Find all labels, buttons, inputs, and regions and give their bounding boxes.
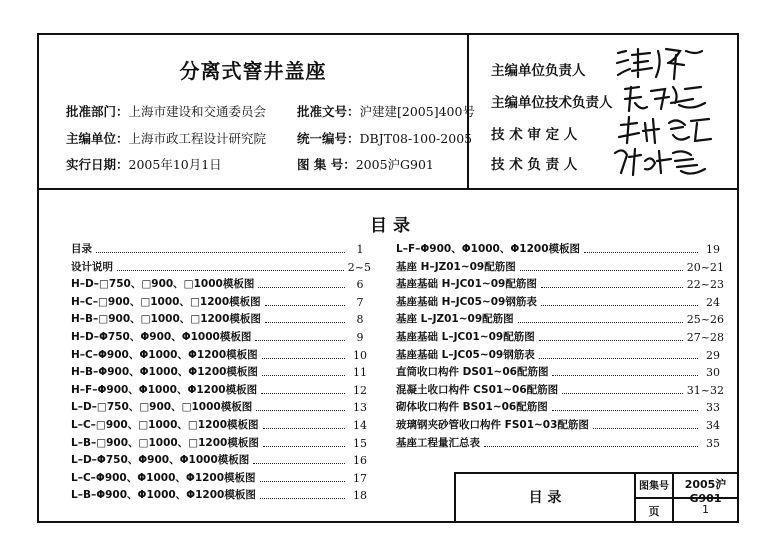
toc-entry-page: 6 [356, 278, 364, 292]
toc-entry-label: 基座基础 L–JC05~09钢筋表 [396, 348, 535, 361]
toc-entry-page: 27~28 [686, 331, 724, 344]
toc-entry [71, 380, 371, 397]
toc-entry [71, 415, 371, 432]
implementation-date [66, 155, 222, 173]
toc-entry [396, 327, 724, 344]
resp-chief-unit-head: 主编单位负责人 [491, 63, 586, 79]
toc-entry-page: 22~23 [686, 278, 724, 292]
toc-entry-label: 基座基础 L–JC01~09配筋图 [396, 331, 535, 343]
toc-entry [71, 468, 371, 485]
approval-doc-value: 沪建建[2005]400号 [359, 104, 475, 119]
title-block-page-label: 页 [648, 505, 660, 518]
toc-entry-label: 基座基础 H–JC01~09配筋图 [396, 278, 537, 291]
handwritten-signature-icon [617, 113, 717, 147]
toc-entry-label: 基座 L–JZ01~09配筋图 [396, 313, 514, 326]
toc-leader-dots [541, 305, 698, 306]
toc-entry-page: 30 [706, 366, 720, 380]
approval-doc [297, 102, 475, 120]
toc-entry-label: L–B–□900、□1000、□1200模板图 [71, 436, 259, 449]
approval-doc-label: 批准文号： [297, 104, 360, 119]
toc-leader-dots [539, 340, 683, 341]
date-label: 实行日期： [66, 157, 129, 172]
toc-leader-dots [255, 340, 345, 341]
resp-tech-lead: 技 术 负 责 人 [491, 157, 578, 173]
atlas-no-value: 2005沪G901 [355, 157, 434, 172]
toc-entry-page: 9 [356, 331, 364, 344]
toc-entry-page: 10 [353, 348, 367, 362]
toc-entry-label: 混凝土收口构件 CS01~06配筋图 [396, 383, 559, 396]
toc-leader-dots [258, 287, 345, 288]
toc-entry-page: 12 [353, 383, 367, 397]
toc-entry-page: 2~5 [347, 260, 371, 274]
handwritten-signature-icon [621, 81, 711, 115]
toc-entry-label: H–B–Φ900、Φ1000、Φ1200模板图 [71, 366, 258, 379]
atlas-no-label: 图 集 号： [297, 157, 356, 172]
toc-entry [71, 433, 371, 450]
toc-entry-page: 15 [353, 436, 367, 450]
toc-leader-dots [262, 375, 345, 376]
toc-entry [71, 274, 371, 291]
toc-leader-dots [520, 270, 683, 271]
toc-entry [71, 327, 371, 344]
editor-unit-value: 上海市政工程设计研究院 [128, 131, 267, 146]
toc-entry-label: 直筒收口构件 DS01~06配筋图 [396, 366, 549, 379]
title-block-atlas-value: 2005沪G901 [684, 478, 727, 505]
toc-leader-dots [539, 358, 698, 359]
toc-entry-page: 34 [706, 419, 720, 432]
toc-leader-dots [256, 410, 345, 411]
toc-leader-dots [263, 428, 345, 429]
toc-entry-label: 玻璃钢夹砂管收口构件 FS01~03配筋图 [396, 419, 589, 431]
editor-unit [66, 129, 266, 147]
toc-leader-dots [96, 252, 345, 253]
toc-leader-dots [584, 252, 698, 253]
title-block-page-value: 1 [702, 503, 709, 516]
toc-leader-dots [541, 287, 683, 288]
toc-entry-label: H–D–□750、□900、□1000模板图 [71, 278, 255, 291]
title-block-name: 目 录 [528, 490, 562, 506]
toc-entry [71, 485, 371, 502]
toc-leader-dots [552, 375, 698, 376]
toc-entry [396, 380, 724, 397]
toc-entry-page: 18 [353, 489, 367, 503]
toc-leader-dots [117, 270, 344, 271]
toc-leader-dots [593, 428, 698, 429]
handwritten-signature-icon [611, 143, 711, 179]
page-title: 分离式窨井盖座 [179, 59, 327, 83]
toc-entry-page: 24 [706, 295, 720, 309]
toc-entry-page: 1 [356, 243, 364, 256]
toc-entry [396, 292, 724, 309]
toc-entry-page: 13 [353, 401, 367, 415]
approval-dept-value: 上海市建设和交通委员会 [128, 104, 267, 119]
toc-entry [396, 345, 724, 362]
toc-entry-label: H–C–Φ900、Φ1000、Φ1200模板图 [71, 348, 258, 361]
toc-entry-page: 17 [353, 471, 367, 485]
toc-entry [71, 362, 371, 379]
toc-leader-dots [262, 358, 345, 359]
atlas-no [297, 155, 434, 173]
toc-leader-dots [261, 393, 345, 394]
toc-entry-page: 16 [353, 454, 367, 468]
toc-leader-dots [552, 410, 698, 411]
toc-leader-dots [484, 446, 698, 447]
toc-entry-label: 基座基础 H–JC05~09钢筋表 [396, 295, 537, 308]
approval-dept [66, 102, 266, 120]
toc-entry-page: 31~32 [686, 383, 724, 397]
toc-leader-dots [265, 305, 345, 306]
toc-entry-page: 35 [706, 436, 720, 450]
toc-entry [396, 397, 724, 414]
unified-no-label: 统一编号： [297, 131, 360, 146]
toc-leader-dots [562, 393, 683, 394]
toc-entry-label: 基座 H–JZ01~09配筋图 [396, 260, 516, 273]
toc-entry [396, 257, 724, 274]
toc-entry [396, 362, 724, 379]
toc-leader-dots [265, 322, 345, 323]
resp-chief-unit-tech-head: 主编单位技术负责人 [491, 95, 613, 111]
title-block-atlas-label: 图集号 [639, 481, 669, 492]
header-divider-horizontal [39, 188, 737, 190]
toc-entry-label: L–B–Φ900、Φ1000、Φ1200模板图 [71, 489, 256, 502]
toc-leader-dots [253, 463, 345, 464]
toc-title: 目 录 [370, 216, 410, 236]
date-value: 2005年10月1日 [128, 157, 222, 172]
toc-entry [71, 397, 371, 414]
unified-no-value: DBJT08-100-2005 [359, 131, 473, 146]
toc-entry-page: 25~26 [686, 313, 724, 327]
toc-entry-page: 19 [706, 243, 720, 256]
handwritten-signature-icon [614, 43, 709, 81]
toc-entry-page: 7 [356, 295, 364, 309]
toc-entry-label: 砌体收口构件 BS01~06配筋图 [396, 401, 548, 414]
drawing-sheet [37, 33, 739, 523]
toc-leader-dots [518, 322, 683, 323]
toc-entry-label: L–C–Φ900、Φ1000、Φ1200模板图 [71, 471, 256, 484]
unified-no [297, 129, 472, 147]
toc-entry [396, 239, 724, 256]
toc-entry [71, 239, 371, 256]
toc-entry-label: H–F–Φ900、Φ1000、Φ1200模板图 [71, 383, 258, 396]
toc-entry-page: 20~21 [686, 260, 724, 274]
toc-entry [71, 450, 371, 467]
toc-entry-label: 设计说明 [71, 260, 113, 273]
title-block-top-border [454, 472, 737, 474]
toc-entry-label: L–D–□750、□900、□1000模板图 [71, 401, 253, 414]
toc-entry-label: 目录 [71, 243, 92, 255]
toc-entry [396, 433, 724, 450]
toc-entry [71, 309, 371, 326]
editor-unit-label: 主编单位： [66, 131, 129, 146]
toc-entry [396, 274, 724, 291]
toc-entry-page: 33 [706, 401, 720, 415]
toc-leader-dots [263, 446, 345, 447]
toc-entry [71, 257, 371, 274]
toc-entry-label: H–B–□900、□1000、□1200模板图 [71, 313, 261, 326]
toc-entry-page: 8 [356, 313, 364, 327]
toc-entry-label: 基座工程量汇总表 [396, 436, 480, 449]
approval-dept-label: 批准部门： [66, 104, 129, 119]
toc-entry-page: 14 [353, 419, 367, 432]
toc-entry-page: 29 [706, 348, 720, 362]
toc-entry [71, 292, 371, 309]
toc-entry-label: L–C–□900、□1000、□1200模板图 [71, 419, 259, 431]
toc-entry-page: 11 [353, 366, 367, 380]
resp-tech-reviewer: 技 术 审 定 人 [491, 127, 578, 143]
toc-entry [396, 415, 724, 432]
toc-entry-label: H–C–□900、□1000、□1200模板图 [71, 295, 261, 308]
toc-leader-dots [260, 481, 345, 482]
toc-leader-dots [260, 498, 345, 499]
toc-entry-label: L–D–Φ750、Φ900、Φ1000模板图 [71, 454, 250, 467]
toc-entry [396, 309, 724, 326]
toc-entry [71, 345, 371, 362]
toc-entry-label: H–D–Φ750、Φ900、Φ1000模板图 [71, 331, 252, 343]
toc-entry-label: L–F–Φ900、Φ1000、Φ1200模板图 [396, 243, 581, 255]
